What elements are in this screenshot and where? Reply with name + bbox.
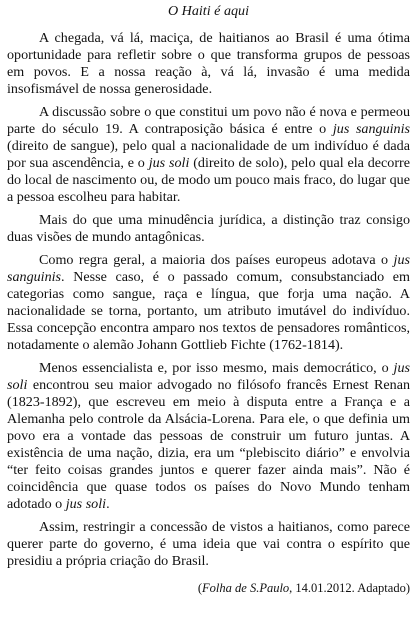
article-paragraph	[7, 212, 410, 246]
paragraph-text: Mais do que uma minudência jurídica, a distinção traz consigo duas visões de mundo antagônicas.	[7, 212, 410, 245]
source-date-note: , 14.01.2012. Adaptado)	[289, 581, 410, 595]
article-paragraph	[7, 104, 410, 206]
paragraph-text: Menos essencialista e, por isso mesmo, mais democrático, o	[39, 360, 394, 376]
paragraph-text: .	[106, 496, 110, 512]
latin-term: jus sanguinis	[332, 121, 410, 137]
paragraph-text: A chegada, vá lá, maciça, de haitianos ao Brasil é uma ótima oportunidade para refletir sobre o que transforma grupos de pessoas em povos. E a nossa reação à, vá lá, invasão é uma medida insofismável de nossa generosidade.	[7, 30, 410, 97]
latin-term: jus soli	[148, 155, 190, 171]
article-paragraph	[7, 360, 410, 513]
article-paragraph	[7, 252, 410, 354]
paragraph-text: encontrou seu maior advogado no filósofo francês Ernest Renan (1823-1892), que escreveu em meio à disputa entre a França e a Alemanha pelo controle da Alsácia-Lorena. Para ele, o que definia um povo era a vontade das pessoas de construir um futuro juntas. A existência de uma nação, dizia, era um “plebiscito diário” e envolvia “ter feito coisas grandes juntos e querer fazer ainda mais”. Não é coincidência que quase todos os países do Novo Mundo tenham adotado o	[7, 377, 410, 512]
paragraph-text: . Nesse caso, é o passado comum, consubstanciado em categorias como sangue, raça e língua, que forja uma nação. A nacionalidade se torna, portanto, um atributo imutável do indivíduo. Essa concepção encontra amparo nos textos de pensadores românticos, notadamente o alemão Johann Gottlieb Fichte (1762-1814).	[7, 269, 410, 353]
article-paragraph	[7, 30, 410, 98]
paragraph-text: (direito de solo), pelo qual ela decorre do local de nascimento ou, de modo um pouco mais fraco, do lugar que a pessoa escolheu para habitar.	[7, 155, 410, 205]
source-open-paren: (	[197, 581, 203, 595]
paragraph-text: Como regra geral, a maioria dos países europeus adotava o	[39, 252, 394, 268]
paragraph-text: A discussão sobre o que constitui um povo não é nova e permeou parte do século 19. A contraposição básica é entre o	[7, 104, 410, 137]
source-citation	[7, 580, 410, 596]
latin-term: jus soli	[7, 360, 410, 393]
article-paragraph	[7, 519, 410, 570]
paragraph-text: Assim, restringir a concessão de vistos a haitianos, como parece querer parte do governo, é uma ideia que vai contra o espírito que presidiu a própria criação do Brasil.	[7, 519, 410, 569]
article-body	[7, 30, 410, 570]
source-publication: Folha de S.Paulo	[202, 581, 290, 595]
latin-term: jus sanguinis	[7, 252, 410, 285]
article-page	[0, 3, 417, 638]
article-title: O Haiti é aqui	[167, 3, 250, 19]
latin-term: jus soli	[65, 496, 107, 512]
paragraph-text: (direito de sangue), pelo qual a nacionalidade de um indivíduo é dada por sua ascendência, e o	[7, 138, 410, 171]
